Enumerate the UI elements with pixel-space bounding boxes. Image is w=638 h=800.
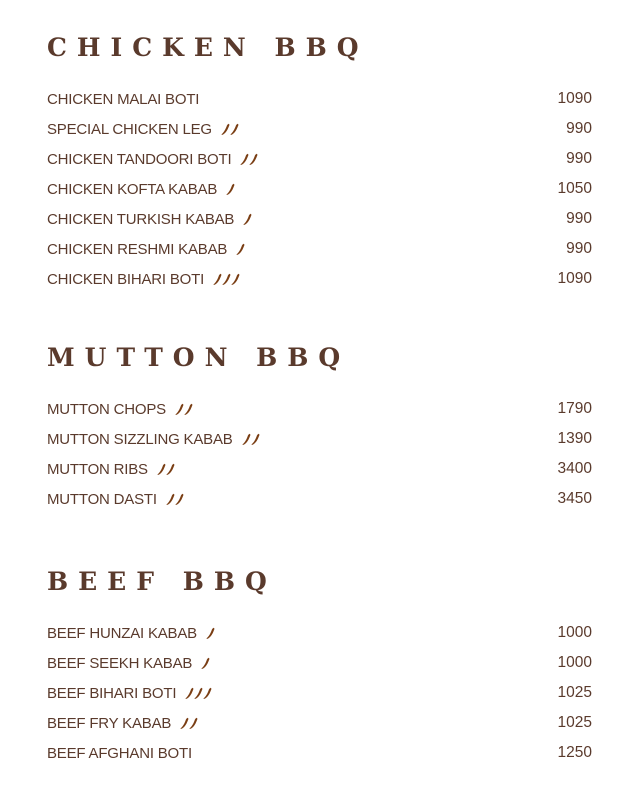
chili-pepper-icon <box>184 403 193 416</box>
section-heading: MUTTON BBQ <box>47 343 351 372</box>
menu-item-name-group <box>47 401 193 418</box>
menu-item-name: MUTTON DASTI <box>47 490 157 508</box>
menu-item-price: 1025 <box>557 684 592 701</box>
menu-item <box>47 174 592 204</box>
menu-item-price: 990 <box>566 240 592 257</box>
menu-item-price: 1090 <box>557 270 592 287</box>
menu-item <box>47 738 592 768</box>
section-heading: CHICKEN BBQ <box>47 33 369 62</box>
chili-pepper-icon <box>166 463 175 476</box>
menu-item <box>47 114 592 144</box>
chili-pepper-icon <box>242 433 251 446</box>
chili-pepper-icon <box>180 717 189 730</box>
menu-item-name: CHICKEN TURKISH KABAB <box>47 210 235 228</box>
chili-pepper-icon <box>240 153 249 166</box>
menu-item-price: 1000 <box>557 654 592 671</box>
chili-pepper-icon <box>194 687 203 700</box>
menu-item-name: CHICKEN MALAI BOTI <box>47 90 200 108</box>
menu-items <box>47 394 592 514</box>
menu-item-price: 1250 <box>557 744 592 761</box>
menu-item-name: MUTTON CHOPS <box>47 400 166 418</box>
chili-pepper-icon <box>213 273 222 286</box>
chili-pepper-icon <box>157 463 166 476</box>
spice-level <box>185 687 212 700</box>
menu-item <box>47 204 592 234</box>
menu-item-name-group <box>47 121 239 138</box>
spice-level <box>175 403 193 416</box>
menu-item <box>47 394 592 424</box>
menu-item <box>47 678 592 708</box>
chili-pepper-icon <box>230 123 239 136</box>
chili-pepper-icon <box>251 433 260 446</box>
menu-item-price: 3450 <box>557 490 592 507</box>
menu-item-name-group <box>47 715 198 732</box>
menu-item-name: CHICKEN TANDOORI BOTI <box>47 150 232 168</box>
menu-item-name-group <box>47 491 184 508</box>
menu-item <box>47 454 592 484</box>
menu-item-price: 1390 <box>557 430 592 447</box>
chili-pepper-icon <box>175 493 184 506</box>
menu-item-name: MUTTON SIZZLING KABAB <box>47 430 233 448</box>
menu-item-price: 990 <box>566 150 592 167</box>
menu-item-name-group <box>47 241 245 258</box>
menu-item-price: 1790 <box>557 400 592 417</box>
menu-item-price: 1050 <box>557 180 592 197</box>
menu-item <box>47 484 592 514</box>
menu-item-name: BEEF FRY KABAB <box>47 714 172 732</box>
menu-item <box>47 708 592 738</box>
menu-item-price: 1025 <box>557 714 592 731</box>
chili-pepper-icon <box>206 627 215 640</box>
spice-level <box>166 493 184 506</box>
menu-item-name-group <box>47 211 252 228</box>
chili-pepper-icon <box>249 153 258 166</box>
chili-pepper-icon <box>243 213 252 226</box>
menu-items <box>47 618 592 768</box>
menu-item-name-group <box>47 91 199 108</box>
menu-item-name: CHICKEN BIHARI BOTI <box>47 270 205 288</box>
menu-item-name-group <box>47 431 260 448</box>
spice-level <box>206 627 215 640</box>
chicken-bbq-section <box>47 32 592 294</box>
chili-pepper-icon <box>175 403 184 416</box>
chili-pepper-icon <box>166 493 175 506</box>
menu-item-name: BEEF HUNZAI KABAB <box>47 624 197 642</box>
spice-level <box>180 717 198 730</box>
chili-pepper-icon <box>236 243 245 256</box>
menu-item-name: MUTTON RIBS <box>47 460 148 478</box>
menu-item-name: CHICKEN RESHMI KABAB <box>47 240 228 258</box>
menu-item-name-group <box>47 685 212 702</box>
spice-level <box>236 243 245 256</box>
chili-pepper-icon <box>221 123 230 136</box>
menu-item-name: SPECIAL CHICKEN LEG <box>47 120 212 138</box>
mutton-bbq-section <box>47 342 592 514</box>
menu-item <box>47 424 592 454</box>
chili-pepper-icon <box>201 657 210 670</box>
menu-item-name: BEEF AFGHANI BOTI <box>47 744 192 762</box>
chili-pepper-icon <box>203 687 212 700</box>
menu-item-price: 3400 <box>557 460 592 477</box>
spice-level <box>242 433 260 446</box>
menu-item <box>47 618 592 648</box>
section-heading: BEEF BBQ <box>47 567 277 596</box>
menu-item-price: 1090 <box>557 90 592 107</box>
menu-item-name-group <box>47 625 215 642</box>
menu-item-name-group <box>47 745 192 762</box>
menu-item-name-group <box>47 181 235 198</box>
menu-item-name-group <box>47 655 210 672</box>
spice-level <box>243 213 252 226</box>
menu-items <box>47 84 592 294</box>
spice-level <box>240 153 258 166</box>
chili-pepper-icon <box>189 717 198 730</box>
menu-item-name-group <box>47 151 258 168</box>
spice-level <box>221 123 239 136</box>
menu-item <box>47 84 592 114</box>
menu-item-name: BEEF SEEKH KABAB <box>47 654 193 672</box>
menu-item <box>47 648 592 678</box>
menu-item-price: 990 <box>566 210 592 227</box>
menu-item <box>47 264 592 294</box>
menu-item-name-group <box>47 461 175 478</box>
spice-level <box>201 657 210 670</box>
menu-item-name: BEEF BIHARI BOTI <box>47 684 177 702</box>
menu-item-name: CHICKEN KOFTA KABAB <box>47 180 218 198</box>
chili-pepper-icon <box>185 687 194 700</box>
chili-pepper-icon <box>222 273 231 286</box>
spice-level <box>157 463 175 476</box>
beef-bbq-section <box>47 566 592 768</box>
menu-item <box>47 234 592 264</box>
chili-pepper-icon <box>226 183 235 196</box>
chili-pepper-icon <box>231 273 240 286</box>
menu-item <box>47 144 592 174</box>
spice-level <box>226 183 235 196</box>
menu-item-price: 990 <box>566 120 592 137</box>
menu-item-price: 1000 <box>557 624 592 641</box>
spice-level <box>213 273 240 286</box>
menu-item-name-group <box>47 271 240 288</box>
